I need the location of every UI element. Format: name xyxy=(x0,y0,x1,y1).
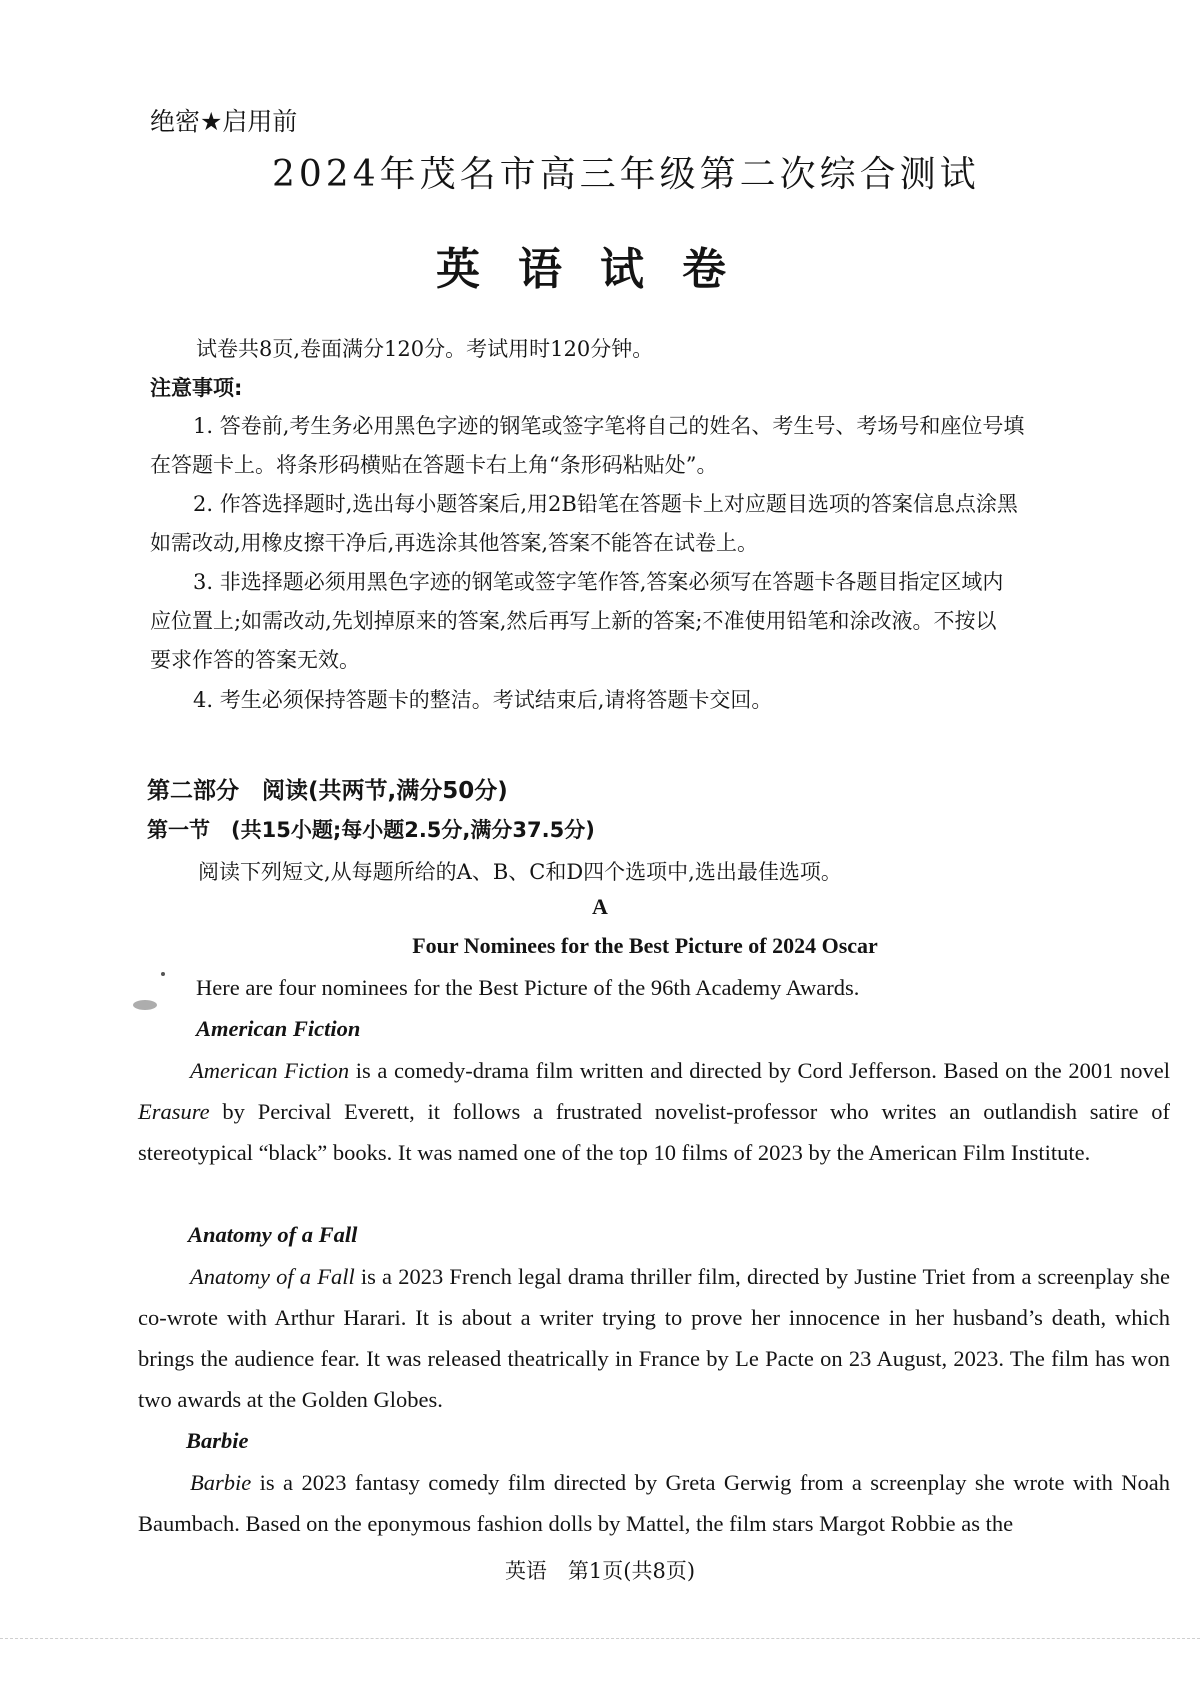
note-1-line-2: 在答题卡上。将条形码横贴在答题卡右上角“条形码粘贴处”。 xyxy=(150,453,718,477)
note-3-line-2: 应位置上;如需改动,先划掉原来的答案,然后再写上新的答案;不准使用铅笔和涂改液。不按以 xyxy=(150,609,997,633)
note-3-line-1: 3. 非选择题必须用黑色字迹的钢笔或签字笔作答,答案必须写在答题卡各题目指定区域内 xyxy=(193,570,1004,594)
exam-info: 试卷共8页,卷面满分120分。考试用时120分钟。 xyxy=(196,337,654,361)
passage-label: A xyxy=(592,894,608,919)
page-footer: 英语 第1页(共8页) xyxy=(504,1559,696,1583)
book-title-inline: Erasure xyxy=(138,1099,210,1124)
film-heading-anatomy-of-a-fall: Anatomy of a Fall xyxy=(188,1222,358,1247)
reading-instruction: 阅读下列短文,从每题所给的A、B、C和D四个选项中,选出最佳选项。 xyxy=(198,860,842,884)
film-paragraph-anatomy-of-a-fall xyxy=(138,1256,1170,1420)
page-divider xyxy=(0,1638,1200,1639)
scan-speck xyxy=(161,972,165,976)
note-2-line-1: 2. 作答选择题时,选出每小题答案后,用2B铅笔在答题卡上对应题目选项的答案信息点涂黑 xyxy=(193,492,1018,516)
notes-heading: 注意事项: xyxy=(150,376,243,400)
scan-smudge xyxy=(133,1000,157,1010)
note-2-line-2: 如需改动,用橡皮擦干净后,再选涂其他答案,答案不能答在试卷上。 xyxy=(150,531,759,555)
section-heading: 第一节 (共15小题;每小题2.5分,满分37.5分) xyxy=(147,818,595,842)
film-title-inline: American Fiction xyxy=(190,1058,350,1083)
passage-intro: Here are four nominees for the Best Picture of the 96th Academy Awards. xyxy=(196,975,860,1000)
film-text: is a 2023 fantasy comedy film directed by Greta Gerwig from a screenplay she wrote with Noah Baumbach. Based on the eponymous fashion dolls by Mattel, the film stars Margot Robbie as the xyxy=(138,1470,1170,1536)
film-paragraph-barbie xyxy=(138,1462,1170,1544)
confidential-mark: 绝密★启用前 xyxy=(150,107,298,136)
film-text: is a comedy-drama film written and directed by Cord Jefferson. Based on the 2001 novel xyxy=(349,1058,1170,1083)
film-text: is a 2023 French legal drama thriller film, directed by Justine Triet from a screenplay she co-wrote with Arthur Harari. It is about a writer trying to prove her innocence in her husband’s death, which brings the audience fear. It was released theatrically in France by Le Pacte on 23 August, 2023. The film has won two awards at the Golden Globes. xyxy=(138,1264,1170,1412)
film-heading-american-fiction: American Fiction xyxy=(196,1016,361,1041)
part-heading: 第二部分 阅读(共两节,满分50分) xyxy=(147,778,508,804)
film-title-inline: Barbie xyxy=(190,1470,252,1495)
exam-title: 2024年茂名市高三年级第二次综合测试 xyxy=(272,154,980,195)
film-paragraph-american-fiction xyxy=(138,1050,1170,1173)
passage-title: Four Nominees for the Best Picture of 2024 Oscar xyxy=(412,933,878,958)
film-text: by Percival Everett, it follows a frustrated novelist-professor who writes an outlandish satire of stereotypical “black” books. It was named one of the top 10 films of 2023 by the American Film Institute. xyxy=(138,1099,1170,1165)
note-3-line-3: 要求作答的答案无效。 xyxy=(150,648,360,672)
note-4-line-1: 4. 考生必须保持答题卡的整洁。考试结束后,请将答题卡交回。 xyxy=(193,688,773,712)
note-1-line-1: 1. 答卷前,考生务必用黑色字迹的钢笔或签字笔将自己的姓名、考生号、考场号和座位号填 xyxy=(193,414,1025,438)
film-title-inline: Anatomy of a Fall xyxy=(190,1264,355,1289)
film-heading-barbie: Barbie xyxy=(186,1428,249,1453)
subject-title: 英语试卷 xyxy=(436,244,764,295)
